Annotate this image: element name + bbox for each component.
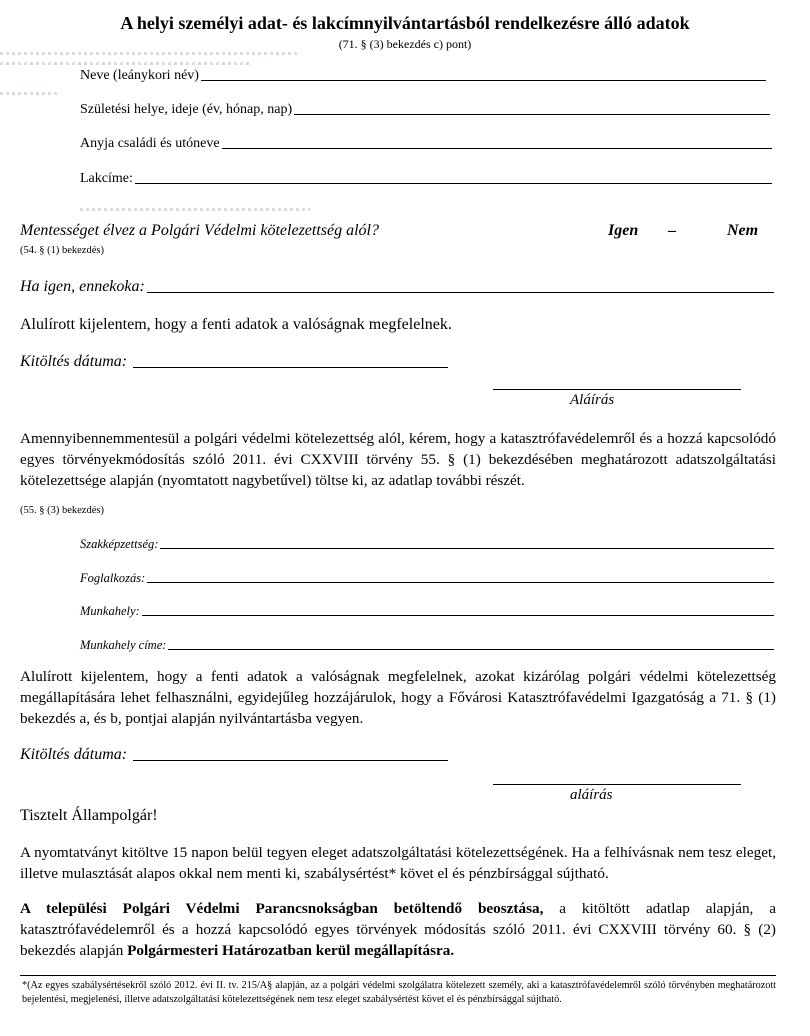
occupation-input-line[interactable] <box>147 582 774 583</box>
notice-text-1: a kitöltött adatlap alapján, a katasztrófavédelemről és a hozzá kapcsolódó egyes törvények módosítás szóló 2011. évi CXXVIII törvény 60. § (2) bekezdés alapján <box>20 900 776 959</box>
birth-input-line[interactable] <box>294 114 770 115</box>
signature-line-1[interactable] <box>493 389 741 390</box>
signature-line-2[interactable] <box>493 784 741 785</box>
info-reference: (55. § (3) bekezdés) <box>20 505 104 516</box>
page-title: A helyi személyi adat- és lakcímnyilvántartásból rendelkezésre álló adatok <box>120 13 690 33</box>
birth-label: Születési helye, ideje (év, hónap, nap) <box>80 102 293 117</box>
exemption-separator: – <box>668 222 676 239</box>
scan-artifact <box>0 52 300 55</box>
notice-paragraph-1: A nyomtatványt kitöltve 15 napon belül tegyen eleget adatszolgáltatási kötelezettségének. Ha a felhívásnak nem tesz eleget, illetve mulasztását alapos okkal nem menti ki, szabálysértést* követ el és pénzbírsággal sújtható. <box>20 844 776 882</box>
workplace-input-line[interactable] <box>142 615 774 616</box>
workplace-address-label: Munkahely címe: <box>80 638 167 652</box>
if-yes-field[interactable] <box>20 278 774 296</box>
notice-bold-1: A települési Polgári Védelmi Parancsnokságban betöltendő beosztása, <box>20 900 544 917</box>
mother-label: Anyja családi és utóneve <box>80 136 220 151</box>
exemption-yes-option[interactable]: Igen <box>608 222 639 239</box>
date-field-2[interactable] <box>20 746 448 764</box>
footnote: *(Az egyes szabálysértésekről szóló 2012. évi II. tv. 215/A§ alapján, az a polgári védelmi szolgálatra kötelezett személy, aki a katasztrófavédelemről szóló törvényben meghatározott bejelentési, megjelenési, illetve adatszolgáltatási kötelezettségének nem tesz eleget szabálysértést követ el és pénzbírsággal sújtható. <box>22 980 776 1005</box>
greeting: Tisztelt Állampolgár! <box>20 807 158 824</box>
address-field[interactable] <box>80 171 772 187</box>
name-field[interactable] <box>80 68 766 84</box>
workplace-field[interactable] <box>80 604 774 619</box>
qualification-label: Szakképzettség: <box>80 537 159 551</box>
mother-input-line[interactable] <box>222 148 772 149</box>
date-field-1[interactable] <box>20 353 448 371</box>
workplace-label: Munkahely: <box>80 604 140 618</box>
signature-label-2: aláírás <box>570 787 613 803</box>
notice-bold-2: Polgármesteri Határozatban kerül megállapításra. <box>127 942 455 959</box>
scan-artifact <box>0 92 60 95</box>
date-label-1: Kitöltés dátuma: <box>20 353 128 370</box>
occupation-field[interactable] <box>80 571 774 586</box>
birth-field[interactable] <box>80 102 770 118</box>
date-label-2: Kitöltés dátuma: <box>20 746 128 763</box>
exemption-question: Mentességet élvez a Polgári Védelmi kötelezettség alól? <box>20 222 379 239</box>
declaration2-text: Alulírott kijelentem, hogy a fenti adatok a valóságnak megfelelnek, azokat kizárólag polgári védelmi kötelezettség megállapítására lehet felhasználni, egyidejűleg hozzájárulok, hogy a Fővárosi Katasztrófavédelmi Igazgatóság a 71. § (1) bekezdés a, és b, pontjai alapján nyilvántartásba vegyen. <box>20 668 776 727</box>
date-input-line-1[interactable] <box>133 367 448 368</box>
workplace-address-input-line[interactable] <box>168 649 774 650</box>
scan-artifact <box>0 62 250 65</box>
workplace-address-field[interactable] <box>80 638 774 653</box>
scan-artifact <box>80 208 310 211</box>
info-paragraph: Amennyibennemmentesül a polgári védelmi kötelezettség alól, kérem, hogy a katasztrófavédelemről és a hozzá kapcsolódó egyes törvényekmódosítás szóló 2011. évi CXXVIII törvény 55. § (1) bekezdésében meghatározott adatszolgáltatási kötelezettsége alapján (nyomtatott nagybetűvel) töltse ki, az adatlap további részét. <box>20 430 776 489</box>
occupation-label: Foglalkozás: <box>80 571 146 585</box>
address-label: Lakcíme: <box>80 171 133 186</box>
exemption-reference: (54. § (1) bekezdés) <box>20 245 104 256</box>
signature-label-1: Aláírás <box>570 392 615 408</box>
qualification-field[interactable] <box>80 537 774 552</box>
footnote-divider <box>20 975 776 976</box>
date-input-line-2[interactable] <box>133 760 448 761</box>
if-yes-input-line[interactable] <box>147 292 774 293</box>
mother-field[interactable] <box>80 136 772 152</box>
if-yes-label: Ha igen, ennekoka: <box>20 278 145 295</box>
declaration-text: Alulírott kijelentem, hogy a fenti adatok a valóságnak megfelelnek. <box>20 316 452 333</box>
address-input-line[interactable] <box>135 183 772 184</box>
exemption-no-option[interactable]: Nem <box>727 222 759 239</box>
notice-paragraph-2 <box>20 898 776 961</box>
name-label: Neve (leánykori név) <box>80 68 199 83</box>
page-subtitle: (71. § (3) bekezdés c) pont) <box>338 37 472 51</box>
name-input-line[interactable] <box>201 80 766 81</box>
qualification-input-line[interactable] <box>160 548 774 549</box>
